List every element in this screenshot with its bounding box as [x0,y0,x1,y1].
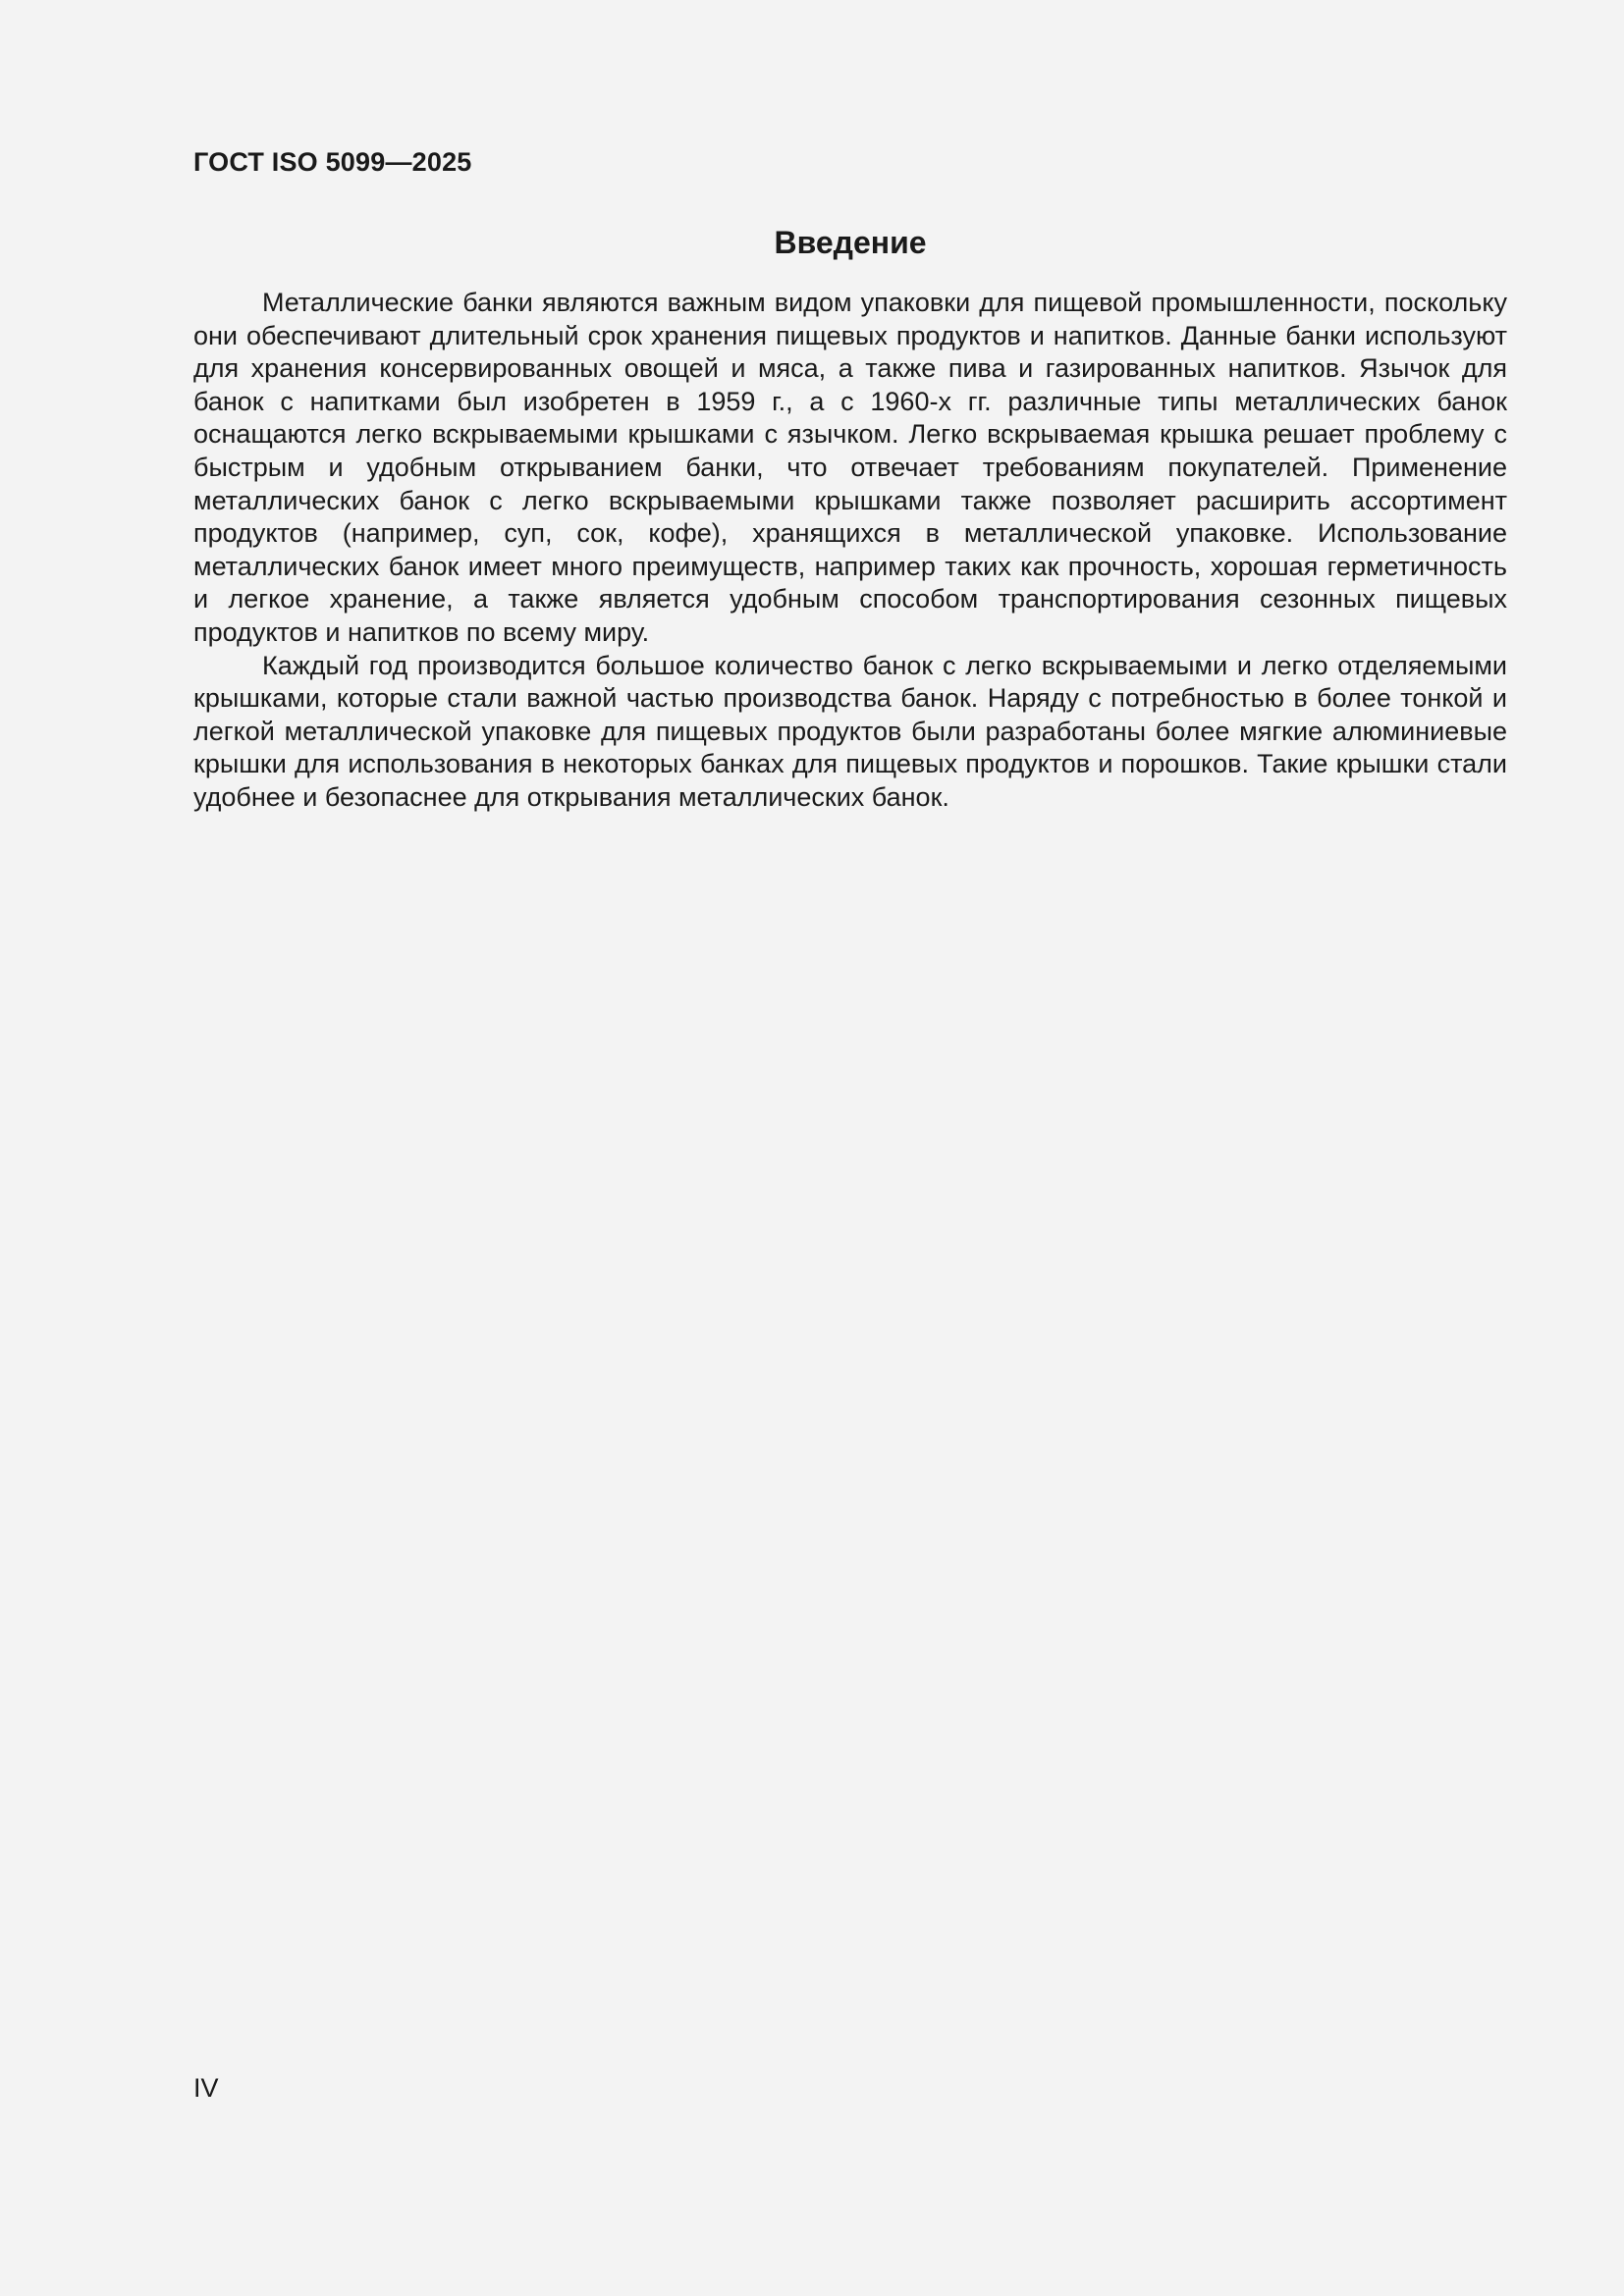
paragraph-1: Металлические банки являются важным видом упаковки для пищевой промышленности, поскольку они обеспечивают длительный срок хранения пищевых продуктов и напитков. Данные банки используют для хранения консервированных овощей и мяса, а также пива и газированных напитков. Язычок для банок с напитками был изобретен в 1959 г., а с 1960-х гг. различные типы металлических банок оснащаются легко вскрываемыми крышками с язычком. Легко вскрываемая крышка решает проблему с быстрым и удобным открыванием банки, что отвечает требованиям покупателей. Применение металлических банок с легко вскрываемыми крышками также позволяет расширить ассортимент продуктов (например, суп, сок, кофе), хранящихся в металлической упаковке. Использование металлических банок имеет много преимуществ, например таких как прочность, хорошая герметичность и легкое хранение, а также является удобным способом транспортирования сезонных пищевых продуктов и напитков по всему миру. [193,288,1507,647]
paragraph-2: Каждый год производится большое количество банок с легко вскрываемыми и легко отделяемыми крышками, которые стали важной частью производства банок. Наряду с потребностью в более тонкой и легкой металлической упаковке для пищевых продуктов были разработаны более мягкие алюминиевые крышки для использования в некоторых банках для пищевых продуктов и порошков. Такие крышки стали удобнее и безопаснее для открывания металлических банок. [193,650,1507,812]
body-text [193,287,1507,815]
section-title: Введение [774,225,927,260]
page-number: IV [193,2073,219,2103]
document-header: ГОСТ ISO 5099—2025 [193,147,472,177]
